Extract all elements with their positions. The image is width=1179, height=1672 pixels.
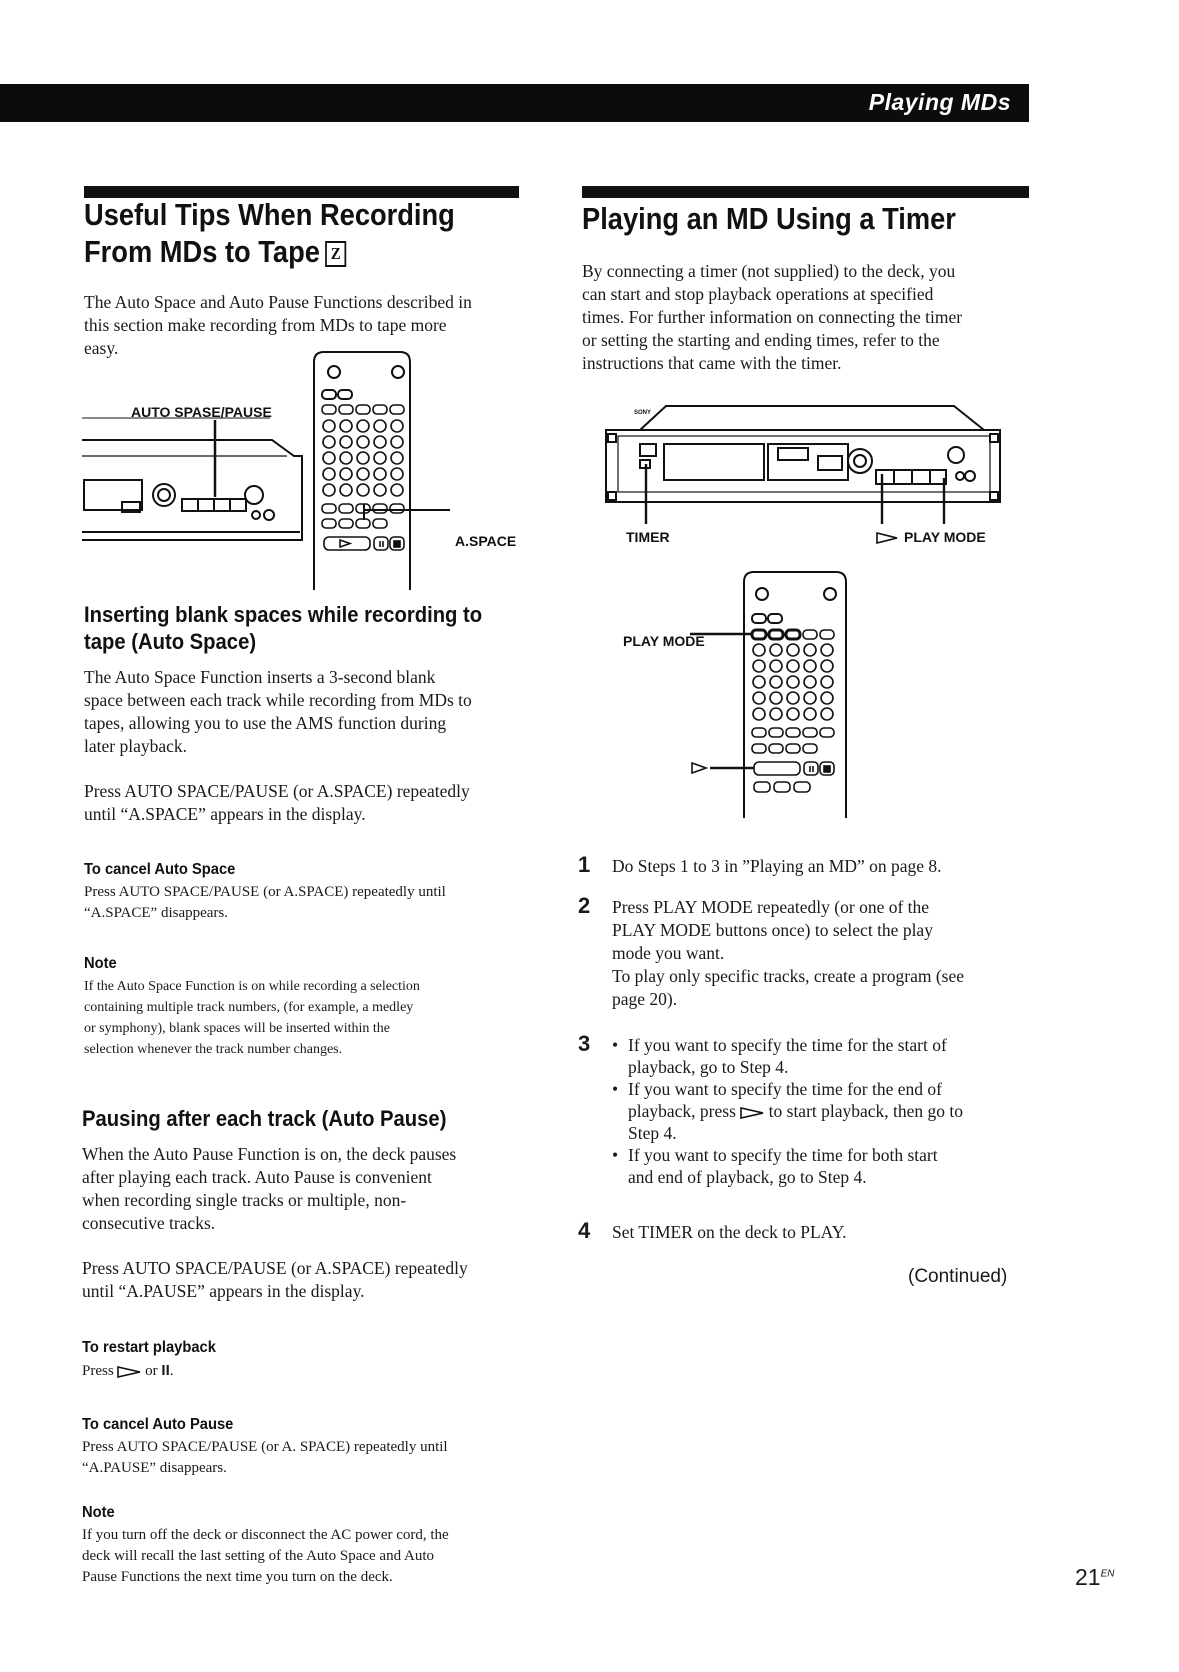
play-icon: [740, 1107, 764, 1119]
right-intro-line5: instructions that came with the timer.: [582, 353, 842, 373]
auto-space-heading-line1: Inserting blank spaces while recording to: [84, 602, 483, 627]
auto-pause-note-heading: Note: [82, 1504, 115, 1521]
cancel-auto-pause-line2: “A.PAUSE” disappears.: [82, 1460, 227, 1476]
auto-pause-press-line2: until “A.PAUSE” appears in the display.: [82, 1281, 365, 1301]
auto-pause-body-line4: consecutive tracks.: [82, 1213, 216, 1233]
left-title-line2-text: From MDs to Tape: [84, 234, 320, 269]
step-3-bullet-2: [612, 1078, 1032, 1144]
deck-remote-illustration: [82, 352, 522, 592]
step-4-line1: Set TIMER on the deck to PLAY.: [612, 1222, 847, 1242]
label-a-space: A.SPACE: [455, 533, 517, 549]
auto-space-note-line1: If the Auto Space Function is on while recording a selection: [84, 979, 420, 994]
left-title-line2: [84, 233, 346, 271]
auto-space-body-line1: The Auto Space Function inserts a 3-second blank: [84, 667, 436, 687]
cancel-auto-pause-line1: Press AUTO SPACE/PAUSE (or A. SPACE) repeatedly until: [82, 1439, 448, 1455]
pause-icon: II: [161, 1362, 170, 1379]
restart-text-middle: or: [145, 1363, 158, 1379]
auto-pause-press-line1: Press AUTO SPACE/PAUSE (or A.SPACE) repeatedly: [82, 1258, 468, 1278]
cancel-auto-pause-heading: To cancel Auto Pause: [82, 1416, 234, 1433]
right-intro-line3: times. For further information on connecting the timer: [582, 307, 963, 327]
right-title: Playing an MD Using a Timer: [582, 201, 956, 236]
step-3-b2-line2-before: playback, press: [628, 1101, 736, 1121]
auto-pause-note-line1: If you turn off the deck or disconnect the AC power cord, the: [82, 1527, 449, 1543]
left-intro-line3: easy.: [84, 338, 119, 358]
auto-space-heading-line2: tape (Auto Space): [84, 629, 257, 654]
auto-space-note-line2: containing multiple track numbers, (for example, a medley: [84, 1000, 414, 1015]
auto-space-press-line2: until “A.SPACE” appears in the display.: [84, 804, 366, 824]
step-2-line1: Press PLAY MODE repeatedly (or one of the: [612, 897, 930, 917]
restart-playback-line: [82, 1360, 174, 1382]
right-title-rule: [582, 186, 1029, 198]
restart-period: .: [169, 1363, 174, 1379]
step-3-bullet-3: [612, 1144, 1032, 1188]
step-3-b2-line1: If you want to specify the time for the end of: [628, 1079, 942, 1099]
page-number-suffix: EN: [1100, 1568, 1115, 1580]
restart-playback-heading: To restart playback: [82, 1339, 216, 1356]
section-title: Playing MDs: [868, 89, 1011, 115]
right-intro-line2: can start and stop playback operations at specified: [582, 284, 934, 304]
section-banner: [0, 84, 1029, 122]
label-play-mode-text: PLAY MODE: [904, 529, 986, 545]
restart-text-before: Press: [82, 1363, 114, 1379]
left-title-line1: Useful Tips When Recording: [84, 197, 455, 232]
step-1-line1: Do Steps 1 to 3 in ”Playing an MD” on page 8.: [612, 856, 942, 876]
remote-illustration: [690, 570, 930, 820]
step-3-b2-line3: Step 4.: [628, 1123, 677, 1143]
step-4-number: 4: [578, 1218, 591, 1243]
step-2-line3: mode you want.: [612, 943, 725, 963]
step-3-b2-line2-after: to start playback, then go to: [768, 1101, 964, 1121]
label-auto-space-pause: AUTO SPASE/PAUSE: [131, 404, 272, 420]
step-2-number: 2: [578, 893, 591, 918]
right-intro-line4: or setting the starting and ending times, refer to the: [582, 330, 940, 350]
auto-space-body-line2: space between each track while recording from MDs to: [84, 690, 472, 710]
auto-pause-heading: Pausing after each track (Auto Pause): [82, 1106, 447, 1131]
step-3-b1-line1: If you want to specify the time for the start of: [628, 1035, 947, 1055]
step-2-line5: page 20).: [612, 989, 678, 1009]
step-3-bullet-1: [612, 1034, 1032, 1078]
step-3-number: 3: [578, 1031, 591, 1056]
cancel-auto-space-heading: To cancel Auto Space: [84, 861, 236, 878]
right-intro-line1: By connecting a timer (not supplied) to the deck, you: [582, 261, 956, 281]
brand-label: SONY: [634, 410, 652, 416]
step-3-b3-line2: and end of playback, go to Step 4.: [628, 1167, 867, 1187]
auto-space-note-line4: selection whenever the track number changes.: [84, 1042, 343, 1057]
step-3-b3-line1: If you want to specify the time for both start: [628, 1145, 938, 1165]
auto-pause-body-line2: after playing each track. Auto Pause is convenient: [82, 1167, 432, 1187]
auto-pause-body-line1: When the Auto Pause Function is on, the deck pauses: [82, 1144, 457, 1164]
left-intro-line1: The Auto Space and Auto Pause Functions described in: [84, 292, 472, 312]
auto-space-body-line3: tapes, allowing you to use the AMS function during: [84, 713, 447, 733]
step-3-bullets: [612, 1034, 1032, 1188]
cancel-auto-space-line2: “A.SPACE” disappears.: [84, 905, 229, 921]
step-3-b1-line2: playback, go to Step 4.: [628, 1057, 789, 1077]
auto-space-note-line3: or symphony), blank spaces will be inserted within the: [84, 1021, 390, 1036]
auto-pause-body-line3: when recording single tracks or multiple, non-: [82, 1190, 407, 1210]
auto-space-press-line1: Press AUTO SPACE/PAUSE (or A.SPACE) repeatedly: [84, 781, 470, 801]
cancel-auto-space-line1: Press AUTO SPACE/PAUSE (or A.SPACE) repeatedly until: [84, 884, 446, 900]
auto-pause-note-line2: deck will recall the last setting of the Auto Space and Auto: [82, 1548, 434, 1564]
left-intro-line2: this section make recording from MDs to tape more: [84, 315, 447, 335]
label-play-mode: [876, 529, 986, 545]
deck-illustration: [604, 404, 1004, 504]
play-icon: [117, 1366, 141, 1378]
page-number: [1075, 1564, 1115, 1591]
step-2-line4: To play only specific tracks, create a program (see: [612, 966, 965, 986]
label-play-mode-remote: PLAY MODE: [623, 633, 705, 649]
page-number-value: 21: [1075, 1564, 1101, 1590]
auto-pause-note-line3: Pause Functions the next time you turn on the deck.: [82, 1569, 393, 1585]
auto-space-body-line4: later playback.: [84, 736, 188, 756]
step-2-line2: PLAY MODE buttons once) to select the play: [612, 920, 933, 940]
auto-space-note-heading: Note: [84, 955, 117, 972]
step-1-number: 1: [578, 852, 591, 877]
label-timer: TIMER: [626, 529, 670, 545]
tip-icon: Z: [325, 241, 346, 267]
continued-label: (Continued): [908, 1266, 1008, 1287]
play-icon: [876, 532, 898, 544]
